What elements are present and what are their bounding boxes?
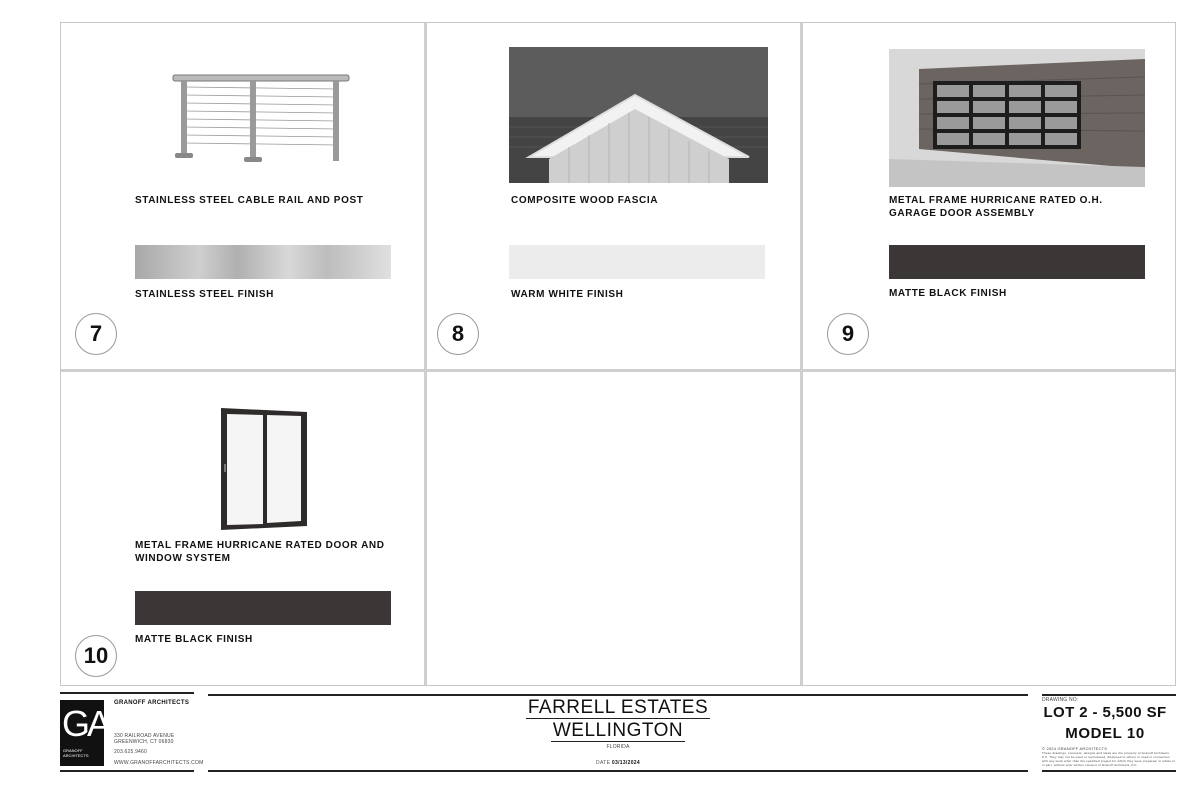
item-number-badge: 9 xyxy=(827,313,869,355)
item-label: METAL FRAME HURRICANE RATED DOOR AND WINDOW SYSTEM xyxy=(135,540,385,564)
firm-name: GRANOFF ARCHITECTS xyxy=(114,700,190,706)
logo-mark: GA xyxy=(62,703,109,744)
rule xyxy=(60,770,194,772)
firm-address-1: 330 RAILROAD AVENUE xyxy=(114,733,175,739)
firm-address-2: GREENWICH, CT 06830 xyxy=(114,739,174,745)
finish-swatch xyxy=(889,245,1145,279)
project-state: FLORIDA xyxy=(606,744,630,750)
cable-rail-image xyxy=(171,73,351,165)
firm-logo xyxy=(60,700,109,766)
firm-website[interactable]: WWW.GRANOFFARCHITECTS.COM xyxy=(114,760,204,766)
garage-door-image xyxy=(889,49,1145,187)
sliding-door-image xyxy=(219,406,309,532)
material-cell-7 xyxy=(61,23,424,369)
rule xyxy=(1042,694,1176,696)
firm-phone: 203.625.9460 xyxy=(114,749,147,755)
item-number-badge: 7 xyxy=(75,313,117,355)
item-label: STAINLESS STEEL CABLE RAIL AND POST xyxy=(135,195,364,206)
material-cell-8 xyxy=(427,23,800,369)
copyright: © 2024 GRANOFF ARCHITECTS xyxy=(1042,746,1108,751)
finish-swatch xyxy=(135,245,391,279)
finish-label: WARM WHITE FINISH xyxy=(511,289,624,300)
project-name: FARRELL ESTATES xyxy=(527,697,709,718)
project-title xyxy=(208,698,1028,751)
item-label: COMPOSITE WOOD FASCIA xyxy=(511,195,659,206)
item-label: METAL FRAME HURRICANE RATED O.H. GARAGE DOOR ASSEMBLY xyxy=(889,195,1103,219)
drawing-no-label: DRAWING NO: xyxy=(1042,697,1079,703)
material-cell-10 xyxy=(61,372,424,687)
item-number-badge: 10 xyxy=(75,635,117,677)
project-location: WELLINGTON xyxy=(552,720,684,741)
finish-label: MATTE BLACK FINISH xyxy=(889,288,1007,299)
lot-label: LOT 2 - 5,500 SF xyxy=(1043,704,1167,721)
model-label: MODEL 10 xyxy=(1065,725,1145,742)
date-line xyxy=(208,760,1028,766)
finish-label: STAINLESS STEEL FINISH xyxy=(135,289,274,300)
rule xyxy=(1042,770,1176,772)
date-label: DATE xyxy=(596,760,611,766)
fascia-image xyxy=(509,47,768,183)
logo-subtext: GRANOFF ARCHITECTS xyxy=(63,748,89,758)
finish-swatch xyxy=(135,591,391,625)
material-cell-9 xyxy=(803,23,1177,369)
finish-swatch xyxy=(509,245,765,279)
rule xyxy=(208,770,1028,772)
title-block xyxy=(60,692,1180,776)
legal-notice: These drawings, concepts, designs and ideas are the property of Granoff Architects P.C. They may not be used or reproduced, disclosed to others or used in connection with any work other than the specified project for which they were prepared, in whole or in part, without prior written consent of Granoff Architects, P.C. xyxy=(1042,751,1176,767)
material-board xyxy=(60,22,1176,686)
rule xyxy=(60,692,194,694)
finish-label: MATTE BLACK FINISH xyxy=(135,634,253,645)
rule xyxy=(208,694,1028,696)
item-number-badge: 8 xyxy=(437,313,479,355)
date-value: 03/13/2024 xyxy=(611,760,640,766)
